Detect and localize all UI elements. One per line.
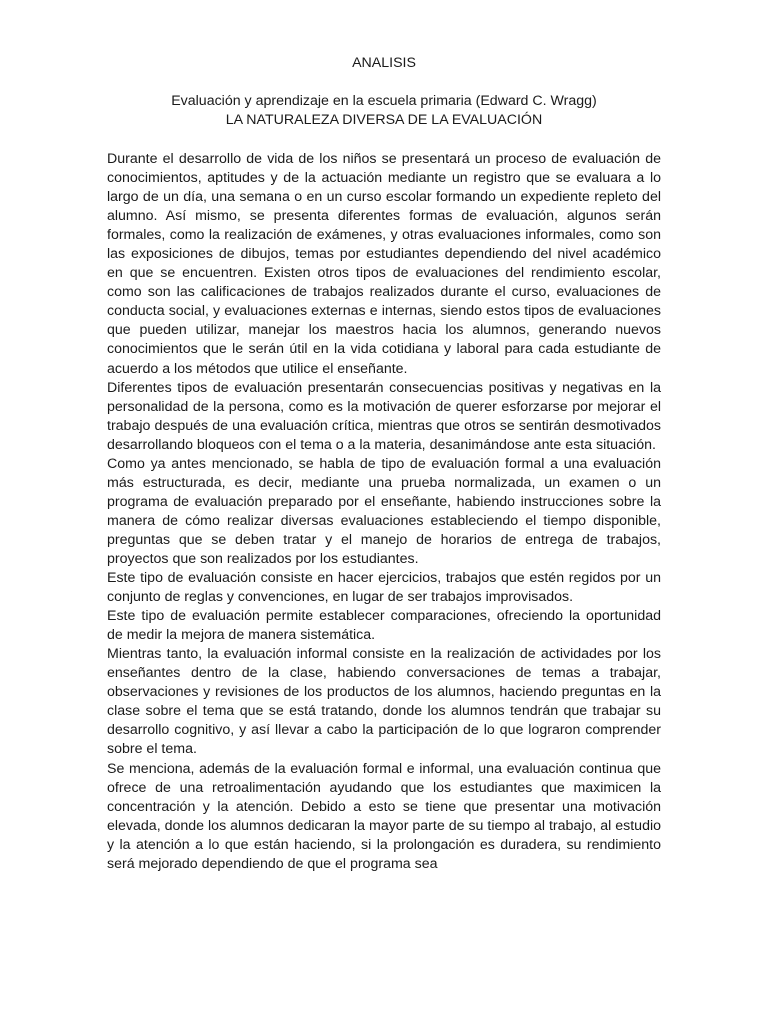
paragraph-6: Mientras tanto, la evaluación informal consiste en la realización de actividades por los enseñantes dentro de la clase, habiendo conversaciones de temas a trabajar, observaciones y revisiones de los productos de los alumnos, haciendo preguntas en la clase sobre el tema que se está tratando, donde los alumnos tendrán que trabajar su desarrollo cognitivo, y así llevar a cabo la participación de lo que lograron comprender sobre el tema.: [107, 646, 661, 758]
subtitle-heading: LA NATURALEZA DIVERSA DE LA EVALUACIÓN: [225, 112, 543, 128]
paragraph-7: Se menciona, además de la evaluación formal e informal, una evaluación continua que ofrece de una retroalimentación ayudando que los estudiantes que maximicen la concentración y la atención. Debido a esto se tiene que presentar una motivación elevada, donde los alumnos dedicaran la mayor parte de su tiempo al trabajo, al estudio y la atención a lo que están haciendo, si la prolongación es duradera, su rendimiento será mejorado dependiendo de que el programa sea: [107, 760, 661, 872]
paragraph-4: Este tipo de evaluación consiste en hacer ejercicios, trabajos que estén regidos por un conjunto de reglas y convenciones, en lugar de ser trabajos improvisados.: [107, 570, 661, 606]
paragraph-5: Este tipo de evaluación permite establecer comparaciones, ofreciendo la oportunidad de medir la mejora de manera sistemática.: [107, 608, 661, 644]
paragraph-1: Durante el desarrollo de vida de los niños se presentará un proceso de evaluación de conocimientos, aptitudes y de la actuación mediante un registro que se evaluara a lo largo de un día, una semana o en un curso escolar formando un expediente repleto del alumno. Así mismo, se presenta diferentes formas de evaluación, algunos serán formales, como la realización de exámenes, y otras evaluaciones informales, como son las exposiciones de dibujos, temas por estudiantes dependiendo del nivel académico en que se encuentren. Existen otros tipos de evaluaciones del rendimiento escolar, como son las calificaciones de trabajos realizados durante el curso, evaluaciones de conducta social, y evaluaciones externas e internas, siendo estos tipos de evaluaciones que pueden utilizar, manejar los maestros hacia los alumnos, generando nuevos conocimientos que le serán útil en la vida cotidiana y laboral para cada estudiante de acuerdo a los métodos que utilice el enseñante.: [107, 151, 661, 377]
document-title: ANALISIS: [352, 55, 416, 71]
subtitle-source: Evaluación y aprendizaje en la escuela primaria (Edward C. Wragg): [171, 93, 597, 109]
paragraph-2: Diferentes tipos de evaluación presentarán consecuencias positivas y negativas en la personalidad de la persona, como es la motivación de querer esforzarse por mejorar el trabajo después de una evaluación crítica, mientras que otros se sentirán desmotivados desarrollando bloqueos con el tema o a la materia, desanimándose ante esta situación.: [107, 379, 661, 453]
document-subtitles: [0, 92, 768, 130]
document-body: [107, 150, 661, 874]
paragraph-3: Como ya antes mencionado, se habla de tipo de evaluación formal a una evaluación más estructurada, es decir, mediante una prueba normalizada, un examen o un programa de evaluación preparado por el enseñante, habiendo instrucciones sobre la manera de cómo realizar diversas evaluaciones estableciendo el tiempo disponible, preguntas que se deben tratar y el manejo de horarios de entrega de trabajos, proyectos que son realizados por los estudiantes.: [107, 455, 661, 567]
